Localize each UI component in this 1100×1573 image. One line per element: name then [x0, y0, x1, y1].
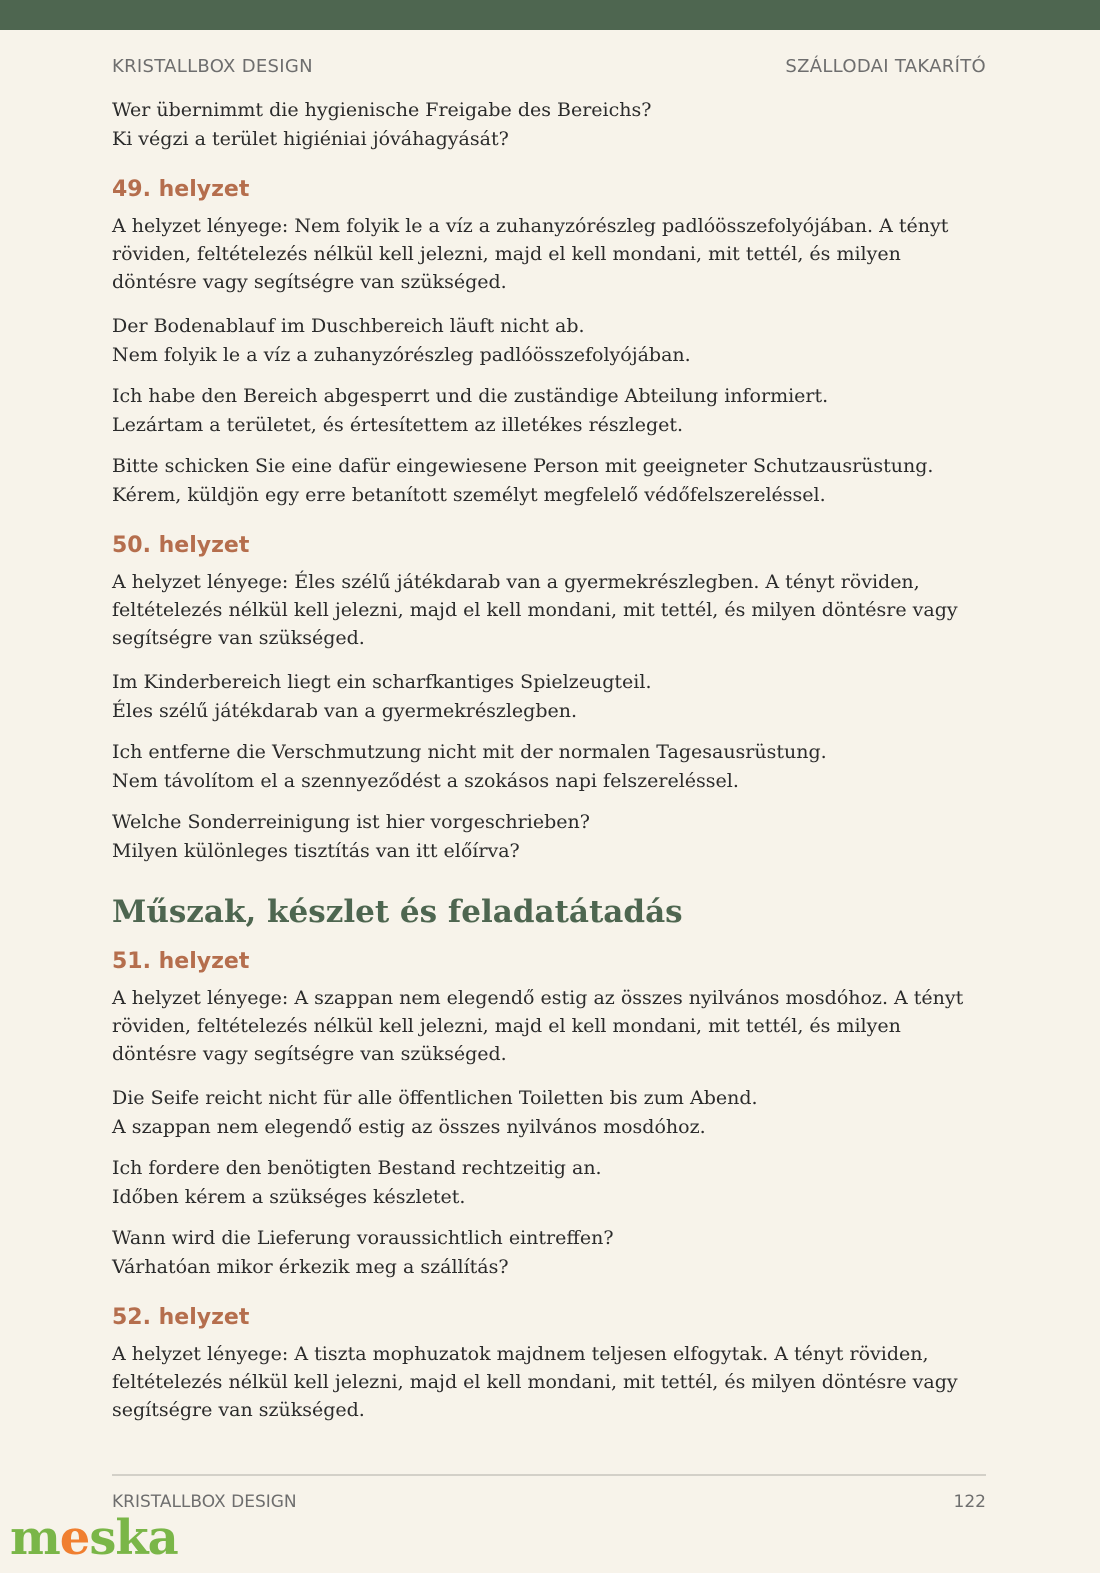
sentence-de: Bitte schicken Sie eine dafür eingewiesene Person mit geeigneter Schutzausrüstung. [112, 455, 934, 477]
logo-letter-m: m [10, 1510, 60, 1566]
sentence-de: Ich habe den Bereich abgesperrt und die zuständige Abteilung informiert. [112, 385, 829, 407]
situation-summary: A helyzet lényege: A tiszta mophuzatok majdnem teljesen elfogytak. A tényt röviden, feltételezés nélkül kell jelezni, majd el kell mondani, mit tettél, és milyen döntésre vagy segítségre van szükséged. [112, 1343, 958, 1421]
logo-letters-ska: ska [89, 1510, 178, 1566]
running-header [112, 54, 986, 78]
sentence-hu: Időben kérem a szükséges készletet. [112, 1186, 466, 1208]
sentence-de: Ich fordere den benötigten Bestand rechtzeitig an. [112, 1157, 602, 1179]
sentence-hu: Lezártam a területet, és értesítettem az illetékes részleget. [112, 414, 684, 436]
sentence-hu: Várhatóan mikor érkezik meg a szállítás? [112, 1256, 509, 1278]
footer-divider [112, 1474, 986, 1476]
phrase-pair [112, 312, 986, 370]
situation-title: 50. helyzet [112, 533, 250, 558]
situation-title: 49. helyzet [112, 177, 250, 202]
running-footer [112, 1490, 986, 1514]
logo-letter-e: e [59, 1510, 90, 1566]
header-book-title: SZÁLLODAI TAKARÍTÓ [785, 55, 986, 77]
section-heading: Műszak, készlet és feladatátadás [112, 894, 683, 930]
sentence-de: Welche Sonderreinigung ist hier vorgeschrieben? [112, 811, 590, 833]
sentence-hu: Nem távolítom el a szennyeződést a szokásos napi felszereléssel. [112, 770, 739, 792]
situation-summary: A helyzet lényege: A szappan nem elegendő estig az összes nyilvános mosdóhoz. A tényt röviden, feltételezés nélkül kell jelezni, majd el kell mondani, mit tettél, és milyen döntésre vagy segítségre van szükséged. [112, 987, 964, 1065]
page-number: 122 [953, 1492, 986, 1512]
sentence-de: Die Seife reicht nicht für alle öffentlichen Toiletten bis zum Abend. [112, 1087, 758, 1109]
phrase-pair [112, 738, 986, 796]
phrase-pair [112, 808, 986, 866]
sentence-hu: Milyen különleges tisztítás van itt előírva? [112, 840, 520, 862]
phrase-pair [112, 452, 986, 510]
intro-pair [112, 96, 986, 154]
sentence-hu: A szappan nem elegendő estig az összes nyilvános mosdóhoz. [112, 1116, 706, 1138]
situation-title: 52. helyzet [112, 1305, 250, 1330]
situation-summary: A helyzet lényege: Nem folyik le a víz a zuhanyzórészleg padlóösszefolyójában. A tényt röviden, feltételezés nélkül kell jelezni, majd el kell mondani, mit tettél, és milyen döntésre vagy segítségre van szükséged. [112, 215, 949, 293]
top-color-bar [0, 0, 1100, 30]
sentence-hu: Kérem, küldjön egy erre betanított személyt megfelelő védőfelszereléssel. [112, 484, 826, 506]
phrase-pair [112, 1224, 986, 1282]
sentence-hu: Nem folyik le a víz a zuhanyzórészleg padlóösszefolyójában. [112, 344, 691, 366]
meska-watermark-logo [10, 1510, 178, 1566]
phrase-pair [112, 668, 986, 726]
sentence-de: Wann wird die Lieferung voraussichtlich eintreffen? [112, 1227, 614, 1249]
page-content [112, 96, 986, 1440]
sentence-hu: Ki végzi a terület higiéniai jóváhagyását? [112, 128, 509, 150]
footer-brand: KRISTALLBOX DESIGN [112, 1492, 297, 1512]
sentence-de: Der Bodenablauf im Duschbereich läuft nicht ab. [112, 315, 585, 337]
sentence-de: Ich entferne die Verschmutzung nicht mit der normalen Tagesausrüstung. [112, 741, 827, 763]
sentence-de: Wer übernimmt die hygienische Freigabe des Bereichs? [112, 99, 652, 121]
phrase-pair [112, 1084, 986, 1142]
phrase-pair [112, 382, 986, 440]
header-brand: KRISTALLBOX DESIGN [112, 55, 313, 77]
phrase-pair [112, 1154, 986, 1212]
situation-summary: A helyzet lényege: Éles szélű játékdarab van a gyermekrészlegben. A tényt röviden, feltételezés nélkül kell jelezni, majd el kell mondani, mit tettél, és milyen döntésre vagy segítségre van szükséged. [112, 571, 958, 649]
sentence-de: Im Kinderbereich liegt ein scharfkantiges Spielzeugteil. [112, 671, 652, 693]
situation-title: 51. helyzet [112, 949, 250, 974]
sentence-hu: Éles szélű játékdarab van a gyermekrészlegben. [112, 700, 578, 722]
